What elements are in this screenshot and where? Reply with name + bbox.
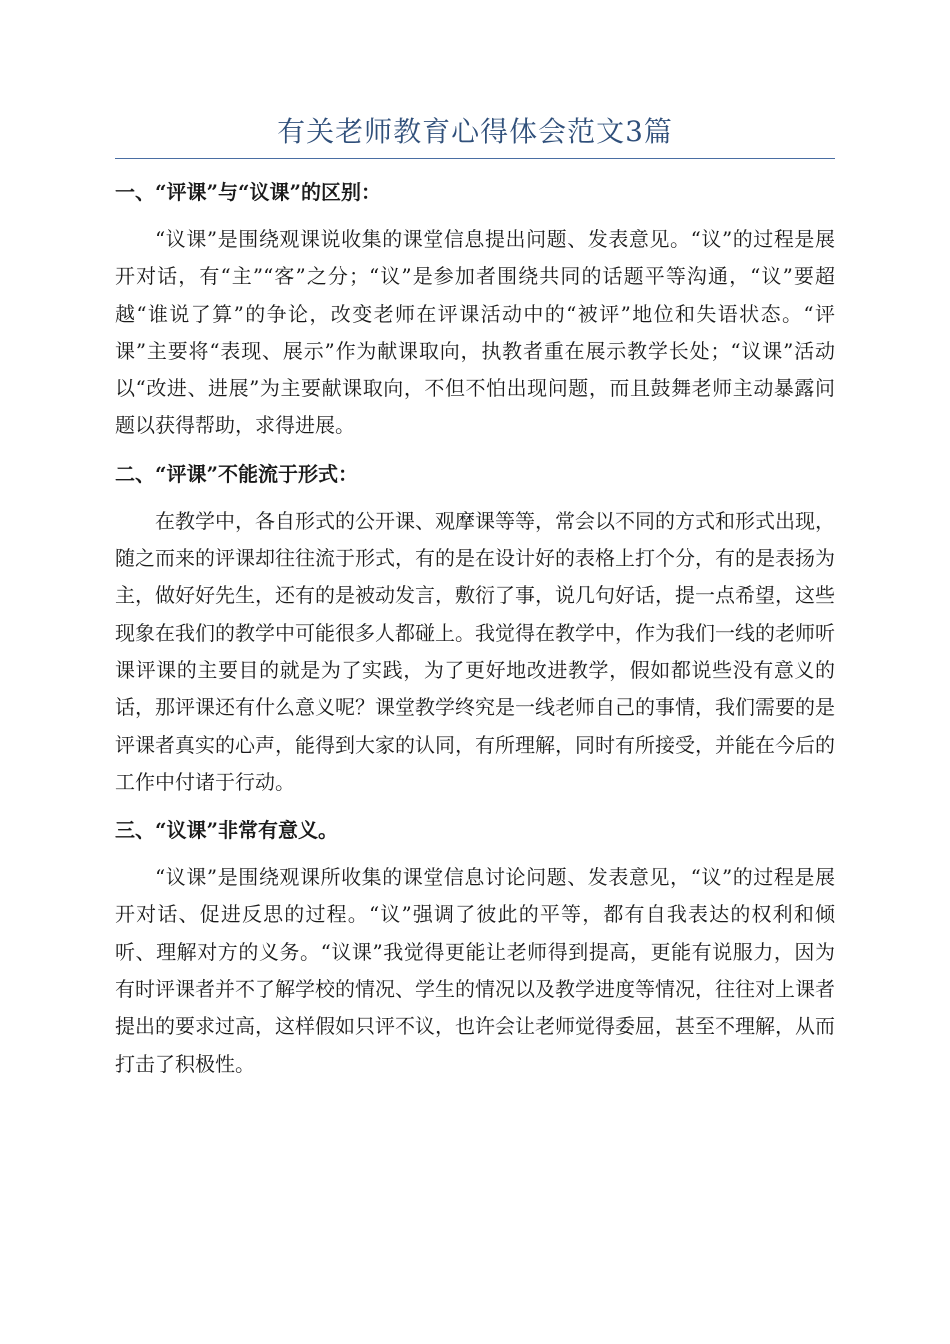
- section-paragraph: “议课”是围绕观课所收集的课堂信息讨论问题、发表意见，“议”的过程是展开对话、促进反思的过程。“议”强调了彼此的平等，都有自我表达的权利和倾听、理解对方的义务。“议课”我觉得更能让老师得到提高，更能有说服力，因为有时评课者并不了解学校的情况、学生的情况以及教学进度等情况，往往对上课者提出的要求过高，这样假如只评不议，也许会让老师觉得委屈，甚至不理解，从而打击了积极性。: [115, 865, 835, 1076]
- section-2: [115, 457, 835, 801]
- section-paragraph: 在教学中，各自形式的公开课、观摩课等等，常会以不同的方式和形式出现，随之而来的评课却往往流于形式，有的是在设计好的表格上打个分，有的是表扬为主，做好好先生，还有的是被动发言，敷衍了事，说几句好话，提一点希望，这些现象在我们的教学中可能很多人都碰上。我觉得在教学中，作为我们一线的老师听课评课的主要目的就是为了实践，为了更好地改进教学，假如都说些没有意义的话，那评课还有什么意义呢？课堂教学终究是一线老师自己的事情，我们需要的是评课者真实的心声，能得到大家的认同，有所理解，同时有所接受，并能在今后的工作中付诸于行动。: [115, 508, 835, 794]
- section-3: [115, 813, 835, 1083]
- section-1: [115, 175, 835, 445]
- document-page: [115, 110, 835, 1095]
- section-heading: 一、“评课”与“议课”的区别：: [115, 180, 382, 204]
- section-heading: 二、“评课”不能流于形式：: [115, 461, 359, 486]
- document-title: 有关老师教育心得体会范文3篇: [115, 110, 835, 159]
- section-heading: 三、“议课”非常有意义。: [115, 818, 339, 843]
- section-paragraph: “议课”是围绕观课说收集的课堂信息提出问题、发表意见。“议”的过程是展开对话，有“主”“客”之分；“议”是参加者围绕共同的话题平等沟通，“议”要超越“谁说了算”的争论，改变老师在评课活动中的“被评”地位和失语状态。“评课”主要将“表现、展示”作为献课取向，执教者重在展示教学长处；“议课”活动以“改进、进展”为主要献课取向，不但不怕出现问题，而且鼓舞老师主动暴露问题以获得帮助，求得进展。: [115, 227, 835, 438]
